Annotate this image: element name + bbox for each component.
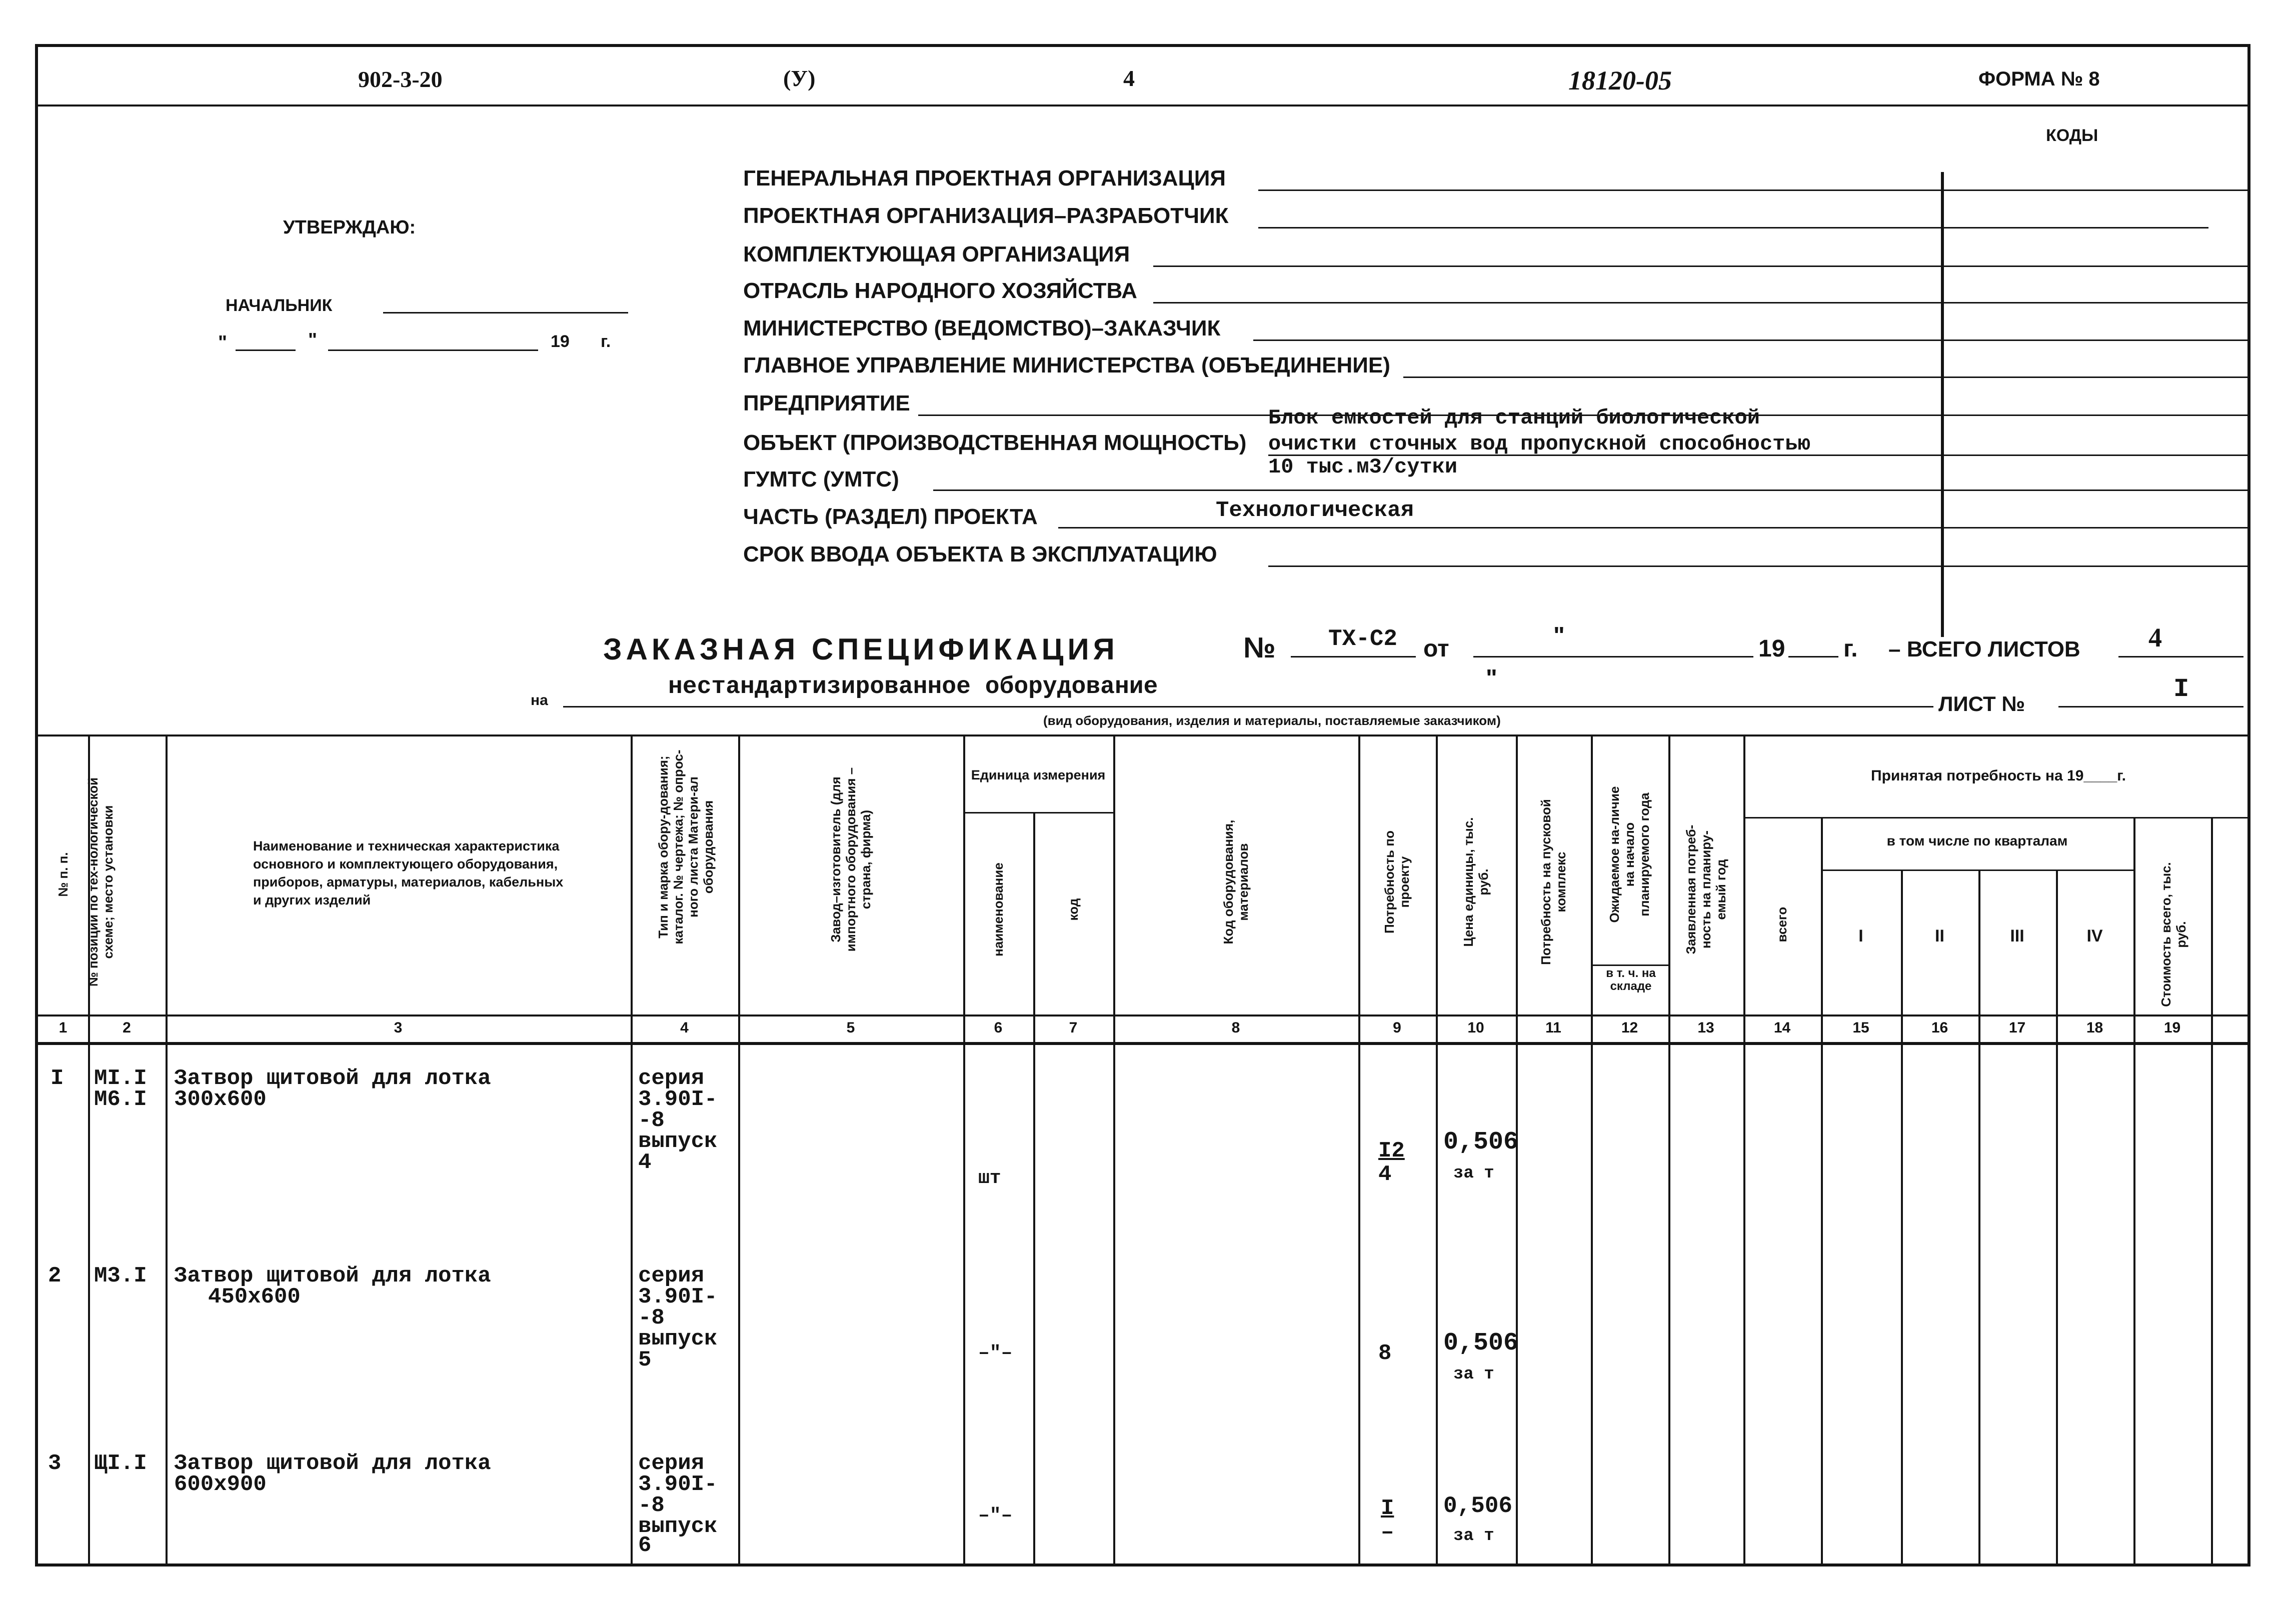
- approval-year-suffix: г.: [601, 332, 611, 351]
- line-supply-org: [1153, 266, 2248, 267]
- row1-type-2: 3.90I-: [638, 1087, 718, 1112]
- spec-year: 19: [1758, 636, 1785, 662]
- line-ministry: [1253, 340, 2248, 341]
- row2-price: 0,506: [1443, 1329, 1519, 1358]
- row1-type-5: 4: [638, 1150, 652, 1175]
- row3-price-unit: за т: [1453, 1526, 1494, 1546]
- spec-caption: (вид оборудования, изделия и материалы, поставляемые заказчиком): [1043, 713, 1501, 728]
- colnum-2: 2: [123, 1020, 131, 1036]
- row3-need-2: –: [1381, 1520, 1394, 1545]
- spec-quote-open: ": [1553, 622, 1565, 649]
- header-q4: IV: [2086, 926, 2103, 946]
- unit-group-line: [963, 812, 1113, 814]
- header-c10: Цена единицы, тыс. руб.: [1461, 817, 1491, 947]
- header-c12b: в т. ч. на складе: [1606, 966, 1656, 993]
- row2-name-2: 450х600: [208, 1284, 301, 1310]
- header-c6: наименование: [991, 862, 1006, 956]
- date-quote-open: ": [218, 332, 228, 353]
- header-c13: Заявленная потреб-ность на планиру-емый год: [1683, 824, 1728, 954]
- colnum-11: 11: [1545, 1020, 1561, 1036]
- row3-type-5: 6: [638, 1534, 652, 1554]
- row3-price: 0,506: [1443, 1493, 1513, 1519]
- field-commissioning: СРОК ВВОДА ОБЪЕКТА В ЭКСПЛУАТАЦИЮ: [743, 542, 1217, 566]
- row1-n: I: [51, 1066, 64, 1091]
- line-industry: [1153, 302, 2248, 304]
- colnum-15: 15: [1852, 1020, 1869, 1036]
- line-general-org: [1258, 190, 2248, 191]
- codes-label: КОДЫ: [2046, 126, 2098, 145]
- spec-subject-line: [563, 706, 1933, 708]
- header-c1: № п. п.: [56, 852, 71, 897]
- row2-type-5: 5: [638, 1348, 652, 1372]
- spec-no-line: [1291, 656, 1416, 658]
- row3-type-2: 3.90I-: [638, 1472, 718, 1497]
- spec-title: ЗАКАЗНАЯ СПЕЦИФИКАЦИЯ: [603, 632, 1119, 666]
- header-quarters: в том числе по кварталам: [1886, 833, 2068, 848]
- colnum-17: 17: [2008, 1020, 2026, 1036]
- colnum-6: 6: [994, 1020, 1003, 1036]
- object-line-2: очистки сточных вод пропускной способностью: [1268, 432, 1810, 456]
- row1-price: 0,506: [1443, 1128, 1519, 1156]
- colnum-8: 8: [1231, 1020, 1240, 1036]
- spec-year-line: [1788, 656, 1838, 658]
- row2-type-4: выпуск: [638, 1326, 718, 1352]
- colnum-3: 3: [394, 1020, 403, 1036]
- row3-need: I: [1381, 1496, 1394, 1521]
- row1-price-unit: за т: [1453, 1164, 1494, 1183]
- object-line-1: Блок емкостей для станций биологической: [1268, 406, 1760, 430]
- field-main-dept: ГЛАВНОЕ УПРАВЛЕНИЕ МИНИСТЕРСТВА (ОБЪЕДИНЕНИЕ): [743, 353, 1390, 378]
- row3-type-1: серия: [638, 1451, 705, 1476]
- spec-date-line: [1473, 656, 1753, 658]
- date-day-line: [236, 350, 296, 351]
- quarters-group-line: [1821, 870, 2133, 871]
- row3-type-3: -8: [638, 1493, 665, 1518]
- date-quote-close: ": [308, 330, 318, 350]
- header-c3: Наименование и техническая характеристика основного и комплектующего оборудования, приборов, арматуры, материалов, кабельных и других изделий: [253, 838, 564, 908]
- colnum-9: 9: [1393, 1020, 1401, 1036]
- colnum-1: 1: [59, 1020, 68, 1036]
- spec-quote-close: ": [1486, 665, 1497, 692]
- field-ministry: МИНИСТЕРСТВО (ВЕДОМСТВО)–ЗАКАЗЧИК: [743, 316, 1221, 340]
- line-commissioning: [1268, 566, 2248, 567]
- row3-name-2: 600х900: [174, 1472, 267, 1497]
- header-c7: код: [1066, 898, 1081, 921]
- header-c2: № позиции по тех-нологической схеме; место установки: [86, 777, 116, 987]
- approve-label: УТВЕРЖДАЮ:: [283, 217, 416, 238]
- colnum-14: 14: [1773, 1020, 1791, 1036]
- header-c5: Завод–изготовитель (для импортного оборудования –страна, фирма): [828, 767, 873, 952]
- spec-on-label: на: [531, 692, 548, 708]
- row3-pos-1: ЩI.I: [94, 1451, 147, 1476]
- header-c8: Код оборудования, материалов: [1221, 820, 1251, 944]
- spec-total-line: [2118, 656, 2243, 658]
- approval-year: 19: [551, 332, 570, 351]
- specification-form: [35, 44, 2250, 1566]
- object-line-3: 10 тыс.м3/сутки: [1268, 455, 1458, 479]
- row3-type-4: выпуск: [638, 1514, 718, 1539]
- row3-unit: –"–: [978, 1505, 1013, 1526]
- row1-name-2: 300х600: [174, 1087, 267, 1112]
- header-unit: Единица измерения: [971, 768, 1106, 782]
- colnum-10: 10: [1467, 1020, 1484, 1036]
- header-c4: Тип и марка обору-дования; каталог. № чертежа; № опрос-ного листа Матери-ал оборудования: [656, 750, 716, 944]
- header-c11: Потребность на пусковой комплекс: [1538, 799, 1568, 965]
- row1-need: I2: [1378, 1138, 1405, 1164]
- codes-divider: [1941, 172, 1944, 637]
- field-supply-org: КОМПЛЕКТУЮЩАЯ ОРГАНИЗАЦИЯ: [743, 242, 1130, 266]
- field-design-org: ПРОЕКТНАЯ ОРГАНИЗАЦИЯ–РАЗРАБОТЧИК: [743, 204, 1229, 228]
- header-accepted: Принятая потребность на 19____г.: [1871, 768, 2126, 784]
- spec-no-value: ТХ-С2: [1328, 626, 1398, 652]
- spec-no-label: №: [1243, 632, 1276, 664]
- field-object: ОБЪЕКТ (ПРОИЗВОДСТВЕННАЯ МОЩНОСТЬ): [743, 430, 1247, 455]
- row1-unit: шт: [978, 1168, 1001, 1189]
- colnum-13: 13: [1697, 1020, 1714, 1036]
- spec-subject: нестандартизированное оборудование: [668, 674, 1158, 700]
- header-c9: Потребность по проекту: [1382, 830, 1412, 934]
- spec-sheet-label: ЛИСТ №: [1938, 692, 2025, 716]
- spec-total-value: 4: [2148, 622, 2162, 652]
- header-c19: Стоимость всего, тыс. руб.: [2158, 862, 2188, 1007]
- table-colnum-bottom: [38, 1042, 2247, 1045]
- form-number: ФОРМА № 8: [1978, 68, 2100, 90]
- row2-price-unit: за т: [1453, 1365, 1494, 1384]
- row2-type-2: 3.90I-: [638, 1284, 718, 1310]
- album-number: 18120-05: [1568, 66, 1672, 96]
- row3-n: 3: [48, 1451, 62, 1476]
- colnum-16: 16: [1931, 1020, 1948, 1036]
- colnum-4: 4: [680, 1020, 689, 1036]
- project-part-value: Технологическая: [1216, 498, 1414, 523]
- line-gumts: [933, 490, 2248, 491]
- row2-n: 2: [48, 1264, 62, 1288]
- row2-unit: –"–: [978, 1342, 1013, 1364]
- page-number: 4: [1123, 66, 1135, 91]
- spec-year-suffix: г.: [1843, 636, 1858, 662]
- accepted-group-line: [1743, 817, 2247, 818]
- colnum-19: 19: [2163, 1020, 2181, 1036]
- doc-number: 902-3-20: [358, 66, 443, 92]
- chief-label: НАЧАЛЬНИК: [226, 296, 333, 315]
- field-general-org: ГЕНЕРАЛЬНАЯ ПРОЕКТНАЯ ОРГАНИЗАЦИЯ: [743, 166, 1226, 190]
- in-stock-line: [1591, 964, 1668, 966]
- table-header-bottom: [38, 1014, 2247, 1016]
- row1-type-3: -8: [638, 1108, 665, 1133]
- doc-mark: (У): [783, 66, 816, 91]
- line-main-dept: [1403, 376, 2248, 378]
- date-month-line: [328, 350, 538, 351]
- field-enterprise: ПРЕДПРИЯТИЕ: [743, 391, 910, 416]
- row2-type-1: серия: [638, 1264, 705, 1288]
- header-q2: II: [1935, 926, 1944, 946]
- row1-type-1: серия: [638, 1066, 705, 1091]
- row1-name-1: Затвор щитовой для лотка: [174, 1066, 491, 1091]
- spec-sheet-value: I: [2173, 674, 2189, 704]
- row2-name-1: Затвор щитовой для лотка: [174, 1264, 491, 1288]
- field-gumts: ГУМТС (УМТС): [743, 467, 899, 492]
- spec-total-label: – ВСЕГО ЛИСТОВ: [1888, 637, 2080, 662]
- colnum-7: 7: [1069, 1020, 1078, 1036]
- header-c14: всего: [1774, 906, 1789, 942]
- header-c12: Ожидаемое на-личие на начало планируемого года: [1607, 786, 1652, 923]
- row2-need: 8: [1378, 1341, 1392, 1366]
- row1-pos-1: МI.I: [94, 1066, 147, 1091]
- header-q1: I: [1858, 926, 1863, 946]
- row2-type-3: -8: [638, 1306, 665, 1330]
- row1-need-2: 4: [1378, 1162, 1392, 1187]
- line-project-part: [1058, 527, 2248, 528]
- field-project-part: ЧАСТЬ (РАЗДЕЛ) ПРОЕКТА: [743, 504, 1038, 529]
- colnum-18: 18: [2086, 1020, 2103, 1036]
- spec-sheet-line: [2058, 706, 2243, 708]
- colnum-5: 5: [846, 1020, 855, 1036]
- spec-from-label: от: [1423, 636, 1449, 662]
- table-top-border: [38, 734, 2247, 736]
- line-design-org: [1258, 227, 2208, 228]
- chief-signature-line: [383, 312, 628, 314]
- row1-pos-2: М6.I: [94, 1087, 147, 1112]
- top-bar-divider: [38, 104, 2247, 106]
- row2-pos-1: М3.I: [94, 1264, 147, 1288]
- row1-type-4: выпуск: [638, 1129, 718, 1154]
- header-q3: III: [2010, 926, 2024, 946]
- row3-name-1: Затвор щитовой для лотка: [174, 1451, 491, 1476]
- colnum-12: 12: [1621, 1020, 1638, 1036]
- field-industry: ОТРАСЛЬ НАРОДНОГО ХОЗЯЙСТВА: [743, 278, 1137, 303]
